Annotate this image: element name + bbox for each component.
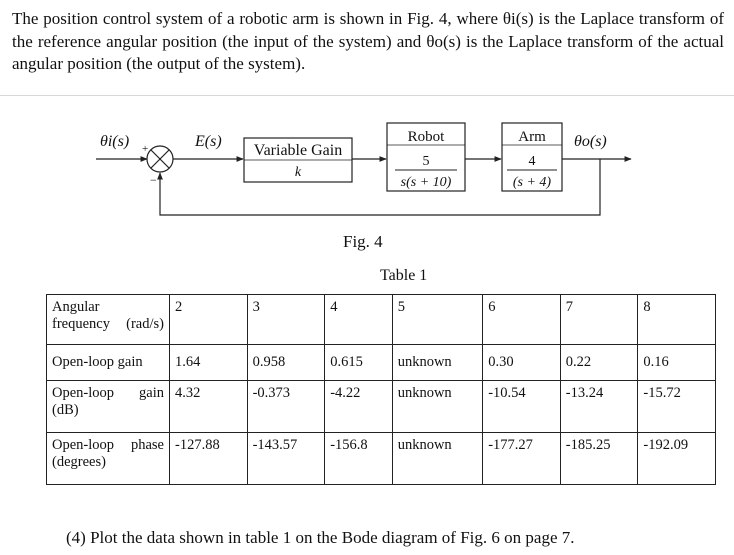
arm-numerator: 4 bbox=[528, 154, 536, 169]
table-cell: -156.8 bbox=[325, 433, 393, 485]
robot-block-title: Robot bbox=[407, 129, 445, 145]
table-cell: -0.373 bbox=[247, 381, 325, 433]
table-cell: 4 bbox=[325, 295, 393, 345]
table-cell: -177.27 bbox=[483, 433, 561, 485]
row-header-open-loop-phase: Open-loop phase (degrees) bbox=[47, 433, 170, 485]
table-cell: 3 bbox=[247, 295, 325, 345]
section-divider bbox=[0, 95, 734, 96]
table-cell: unknown bbox=[392, 345, 483, 381]
gain-block-value: k bbox=[294, 165, 302, 180]
table-cell: -143.57 bbox=[247, 433, 325, 485]
table-row bbox=[47, 295, 716, 345]
summer-minus-sign: − bbox=[150, 173, 157, 187]
gain-block-title: Variable Gain bbox=[253, 142, 343, 159]
table-cell: 2 bbox=[170, 295, 248, 345]
arm-block bbox=[502, 123, 562, 191]
table-cell: 8 bbox=[638, 295, 716, 345]
table-cell: 0.615 bbox=[325, 345, 393, 381]
table-cell: 5 bbox=[392, 295, 483, 345]
table-cell: -192.09 bbox=[638, 433, 716, 485]
table-row bbox=[47, 433, 716, 485]
arm-denominator: (s + 4) bbox=[512, 175, 552, 190]
table-cell: -15.72 bbox=[638, 381, 716, 433]
block-diagram bbox=[0, 100, 734, 230]
row-header-open-loop-gain-db: Open-loop gain (dB) bbox=[47, 381, 170, 433]
variable-gain-block bbox=[244, 138, 352, 182]
problem-intro: The position control system of a robotic arm is shown in Fig. 4, where θi(s) is the Laplace transform of the reference angular position (the input of the system) and θo(s) is the Laplace transform of the actual angular position (the output of the system). bbox=[12, 9, 724, 73]
table-cell: 0.22 bbox=[560, 345, 638, 381]
table-cell: -185.25 bbox=[560, 433, 638, 485]
table-row bbox=[47, 381, 716, 433]
row-header-frequency: Angular frequency (rad/s) bbox=[47, 295, 170, 345]
arm-block-title: Arm bbox=[518, 129, 546, 145]
table-cell: -127.88 bbox=[170, 433, 248, 485]
table-cell: 0.16 bbox=[638, 345, 716, 381]
question-part-4: (4) Plot the data shown in table 1 on the Bode diagram of Fig. 6 on page 7. bbox=[66, 528, 575, 547]
table-cell: 0.958 bbox=[247, 345, 325, 381]
frequency-response-table bbox=[46, 294, 716, 485]
table-cell: -4.22 bbox=[325, 381, 393, 433]
table-cell: -10.54 bbox=[483, 381, 561, 433]
robot-denominator: s(s + 10) bbox=[400, 175, 452, 190]
table-cell: 6 bbox=[483, 295, 561, 345]
table-cell: 0.30 bbox=[483, 345, 561, 381]
robot-block bbox=[387, 123, 465, 191]
table-cell: 7 bbox=[560, 295, 638, 345]
summer-plus-sign: + bbox=[142, 143, 149, 155]
robot-numerator: 5 bbox=[422, 154, 430, 169]
table-cell: unknown bbox=[392, 381, 483, 433]
summing-junction bbox=[142, 143, 173, 187]
table-cell: 4.32 bbox=[170, 381, 248, 433]
table-cell: -13.24 bbox=[560, 381, 638, 433]
table-cell: unknown bbox=[392, 433, 483, 485]
table-row bbox=[47, 345, 716, 381]
error-label: E(s) bbox=[195, 133, 222, 150]
table-cell: 1.64 bbox=[170, 345, 248, 381]
output-label: θo(s) bbox=[574, 133, 607, 150]
table-caption: Table 1 bbox=[380, 267, 428, 284]
figure-caption: Fig. 4 bbox=[343, 232, 383, 251]
input-label: θi(s) bbox=[100, 133, 130, 150]
row-header-open-loop-gain: Open-loop gain bbox=[47, 345, 170, 381]
